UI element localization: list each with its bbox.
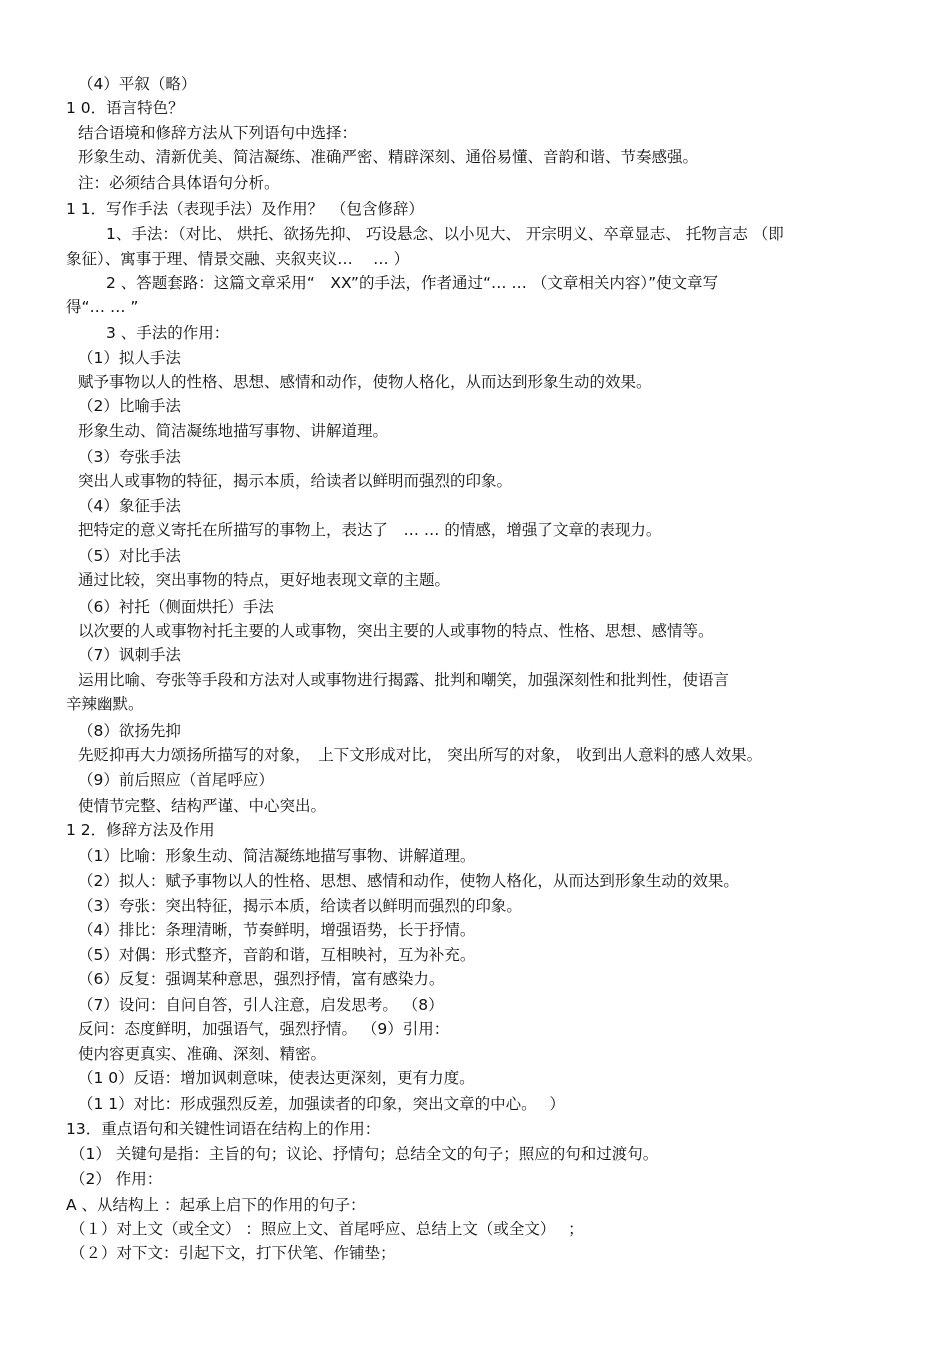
text-line: A 、从结构上 ：起承上启下的作用的句子： [66,1196,366,1214]
section-heading-11: 1 1．写作手法（表现手法）及作用？ （包含修辞） [66,200,424,218]
section-heading-13: 13．重点语句和关键性词语在结构上的作用： [66,1120,381,1138]
text-line: 通过比较，突出事物的特点，更好地表现文章的主题。 [78,571,451,589]
text-line: 以次要的人或事物衬托主要的人或事物，突出主要的人或事物的特点、性格、思想、感情等。 [78,622,714,640]
text-line: 使内容更真实、准确、深刻、精密。 [78,1045,327,1063]
text-line: 2 、答题套路：这篇文章采用“ XX”的手法，作者通过“… … （文章相关内容）”使文章写 [106,274,719,292]
subheading: （6）衬托（侧面烘托）手法 [78,598,274,616]
text-line: （3）夸张：突出特征，揭示本质，给读者以鲜明而强烈的印象。 [78,897,522,915]
text-line: 象征）、寓事于理、情景交融、夹叙夹议… … ） [66,250,410,268]
subheading: （1）拟人手法 [78,349,181,367]
subheading: （3）夸张手法 [78,448,181,466]
text-line: （1 1）对比：形成强烈反差，加强读者的印象，突出文章的中心。 ） [78,1095,565,1113]
text-line: 1、手法：（对比、 烘托、欲扬先抑、 巧设悬念、以小见大、 开宗明义、卒章显志、 托物言志 （即 [106,225,784,243]
text-line: （1） 关键句是指：主旨的句；议论、抒情句；总结全文的句子；照应的句和过渡句。 [70,1145,659,1163]
text-line: 3 、手法的作用： [106,324,230,342]
text-line: （7）设问：自问自答，引人注意，启发思考。 （8） [78,996,444,1014]
text-line: （1 0）反语：增加讽刺意味，使表达更深刻，更有力度。 [78,1069,475,1087]
text-line: （2）拟人：赋予事物以人的性格、思想、感情和动作，使物人格化，从而达到形象生动的效果。 [78,872,739,890]
text-line: 反问：态度鲜明，加强语气，强烈抒情。 （9）引用： [78,1020,450,1038]
text-line: 得“… … ” [66,298,139,316]
text-line: 结合语境和修辞方法从下列语句中选择： [78,124,358,142]
subheading: （7）讽刺手法 [78,646,181,664]
subheading: （5）对比手法 [78,547,181,565]
text-line: （1）比喻：形象生动、简洁凝练地描写事物、讲解道理。 [78,847,476,865]
text-line: 注：必须结合具体语句分析。 [78,174,280,192]
subheading: （4）象征手法 [78,497,181,515]
text-line: （2） 作用： [70,1170,163,1188]
text-line: 先贬抑再大力颂扬所描写的对象， 上下文形成对比， 突出所写的对象， 收到出人意料的感人效果。 [78,746,763,764]
text-line: 形象生动、清新优美、简洁凝练、准确严密、精辟深刻、通俗易懂、音韵和谐、节奏感强。 [78,148,699,166]
text-line: （２）对下文：引起下文，打下伏笔、作铺垫； [70,1244,396,1262]
text-line: （4）平叙（略） [78,75,197,93]
text-line: （4）排比：条理清晰，节奏鲜明，增强语势，长于抒情。 [78,921,476,939]
text-line: （6）反复：强调某种意思，强烈抒情，富有感染力。 [78,970,445,988]
subheading: （2）比喻手法 [78,397,181,415]
text-line: （5）对偶：形式整齐，音韵和谐，互相映衬，互为补充。 [78,946,476,964]
text-line: 辛辣幽默。 [66,695,144,713]
text-line: 运用比喻、夸张等手段和方法对人或事物进行揭露、批判和嘲笑，加强深刻性和批判性，使语言 [78,671,730,689]
text-line: 使情节完整、结构严谨、中心突出。 [78,797,327,815]
text-line: 赋予事物以人的性格、思想、感情和动作，使物人格化，从而达到形象生动的效果。 [78,373,652,391]
text-line: 突出人或事物的特征，揭示本质，给读者以鲜明而强烈的印象。 [78,472,513,490]
text-line: （１）对上文（或全文） ：照应上文、首尾呼应、总结上文（或全文） ； [70,1220,584,1238]
subheading: （8）欲扬先抑 [78,722,181,740]
text-line: 形象生动、简洁凝练地描写事物、讲解道理。 [78,422,389,440]
subheading: （9）前后照应（首尾呼应） [78,771,274,789]
section-heading-10: 1 0．语言特色？ [66,99,184,117]
section-heading-12: 1 2．修辞方法及作用 [66,821,215,839]
text-line: 把特定的意义寄托在所描写的事物上，表达了 … … 的情感，增强了文章的表现力。 [78,521,662,539]
